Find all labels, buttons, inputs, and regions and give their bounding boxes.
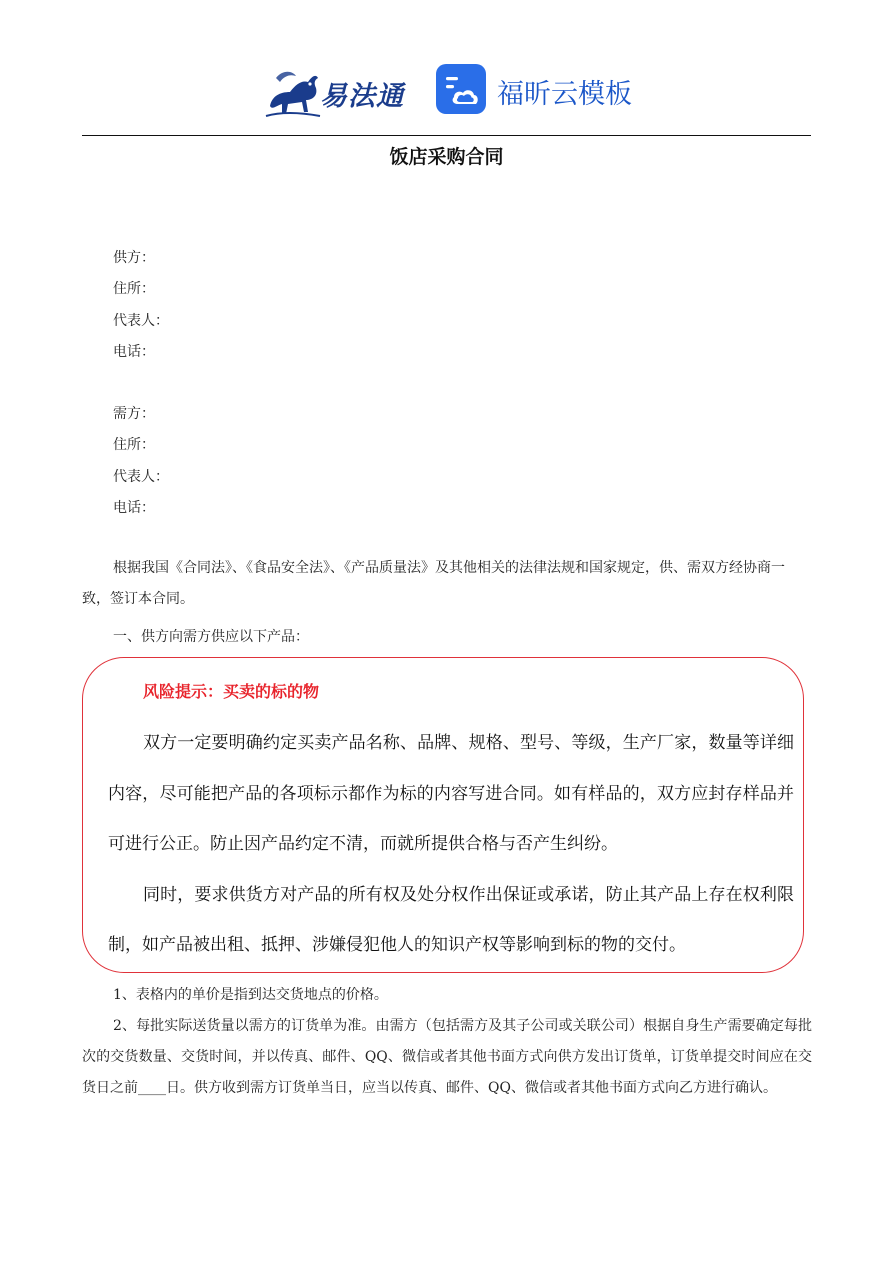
brand1-name: 易法通 (320, 81, 404, 112)
section1-heading: 一、供方向需方供应以下产品： (113, 629, 309, 645)
clause-2: 2、每批实际送货量以需方的订货单为准。由需方（包括需方及其子公司或关联公司）根据自身生产需要确定每批次的交货数量、交货时间，并以传真、邮件、QQ、微信或者其他书面方式向供方发出订货单，订货单提交时间应在交货日之前____日。供方收到需方订货单当日，应当以传真、邮件、QQ、微信或者其他书面方式向乙方进行确认。 (82, 1018, 812, 1096)
supplier-phone-label: 电话： (113, 344, 155, 360)
brand2-name: 福昕云模板 (497, 79, 632, 110)
header-divider (82, 135, 811, 136)
risk-warning-body (108, 718, 794, 971)
risk-warning-title: 风险提示：买卖的标的物 (143, 682, 320, 701)
cloud-document-icon (436, 64, 486, 114)
qilin-emblem-icon (262, 62, 322, 122)
document-title: 饭店采购合同 (389, 146, 504, 168)
buyer-address-label: 住所： (113, 437, 155, 453)
yifatong-logo (262, 62, 422, 122)
buyer-phone-label: 电话： (113, 500, 155, 516)
buyer-representative-label: 代表人： (113, 469, 169, 485)
supplier-address-label: 住所： (113, 281, 155, 297)
risk-paragraph-1: 双方一定要明确约定买卖产品名称、品牌、规格、型号、等级，生产厂家，数量等详细内容，尽可能把产品的各项标示都作为标的内容写进合同。如有样品的，双方应封存样品并可进行公正。防止因产品约定不清，而就所提供合格与否产生纠纷。 (108, 733, 794, 854)
buyer-party-label: 需方： (113, 406, 155, 422)
clause-1: 1、表格内的单价是指到达交货地点的价格。 (113, 987, 388, 1003)
supplier-representative-label: 代表人： (113, 313, 169, 329)
supplier-party-label: 供方： (113, 250, 155, 266)
page-header (0, 58, 893, 128)
risk-paragraph-2: 同时，要求供货方对产品的所有权及处分权作出保证或承诺，防止其产品上存在权利限制，如产品被出租、抵押、涉嫌侵犯他人的知识产权等影响到标的物的交付。 (108, 884, 794, 955)
preamble-paragraph: 根据我国《合同法》、《食品安全法》、《产品质量法》及其他相关的法律法规和国家规定，供、需双方经协商一致，签订本合同。 (82, 560, 785, 607)
